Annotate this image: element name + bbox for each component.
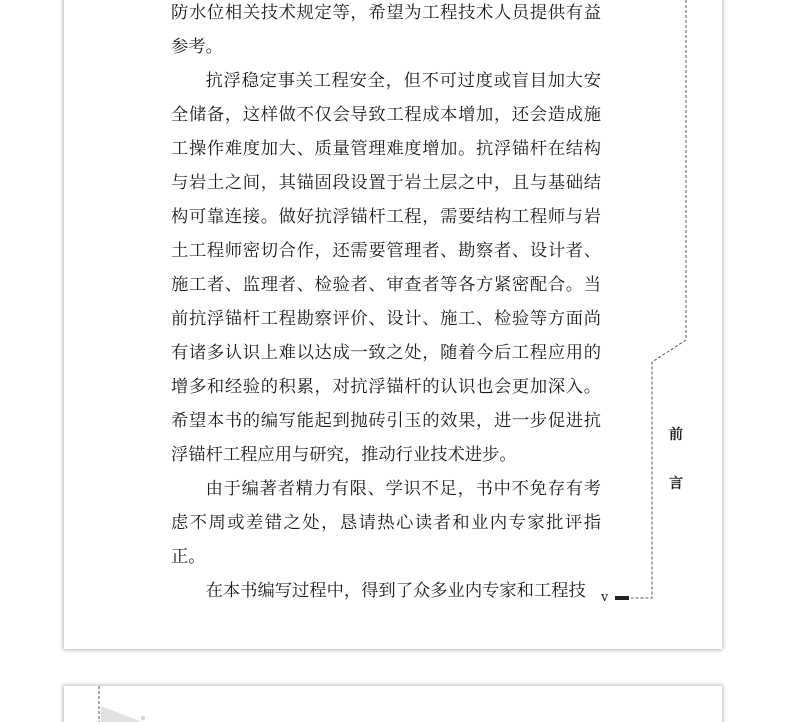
page-number-bar [615, 596, 629, 600]
paragraph-4: 在本书编写过程中，得到了众多业内专家和工程技 [205, 581, 586, 601]
side-title-gap [666, 445, 686, 474]
paragraph-1: 防水位相关技术规定等，希望为工程技术人员提供有益参考。 [171, 3, 601, 57]
paragraph-3: 由于编著者精力有限、学识不足，书中不免存有考虑不周或差错之处，恳请热心读者和业内专家批评指正。 [171, 479, 601, 567]
side-section-title [666, 425, 686, 494]
page-preface [64, 0, 722, 649]
body-text [171, 0, 601, 608]
side-title-char-2: 言 [669, 476, 683, 492]
page-number: v [601, 590, 609, 605]
side-title-char-1: 前 [669, 427, 683, 443]
paragraph-2: 抗浮稳定事关工程安全，但不可过度或盲目加大安全储备，这样做不仅会导致工程成本增加，还会造成施工操作难度加大、质量管理难度增加。抗浮锚杆在结构与岩土之间，其锚固段设置于岩土层之中，且与基础结构可靠连接。做好抗浮锚杆工程，需要结构工程师与岩土工程师密切合作，还需要管理者、勘察者、设计者、施工者、监理者、检验者、审查者等各方紧密配合。当前抗浮锚杆工程勘察评价、设计、施工、检验等方面尚有诸多认识上难以达成一致之处，随着今后工程应用的增多和经验的积累，对抗浮锚杆的认识也会更加深入。希望本书的编写能起到抛砖引玉的效果，进一步促进抗浮锚杆工程应用与研究，推动行业技术进步。 [171, 71, 601, 465]
page-next [64, 686, 722, 722]
